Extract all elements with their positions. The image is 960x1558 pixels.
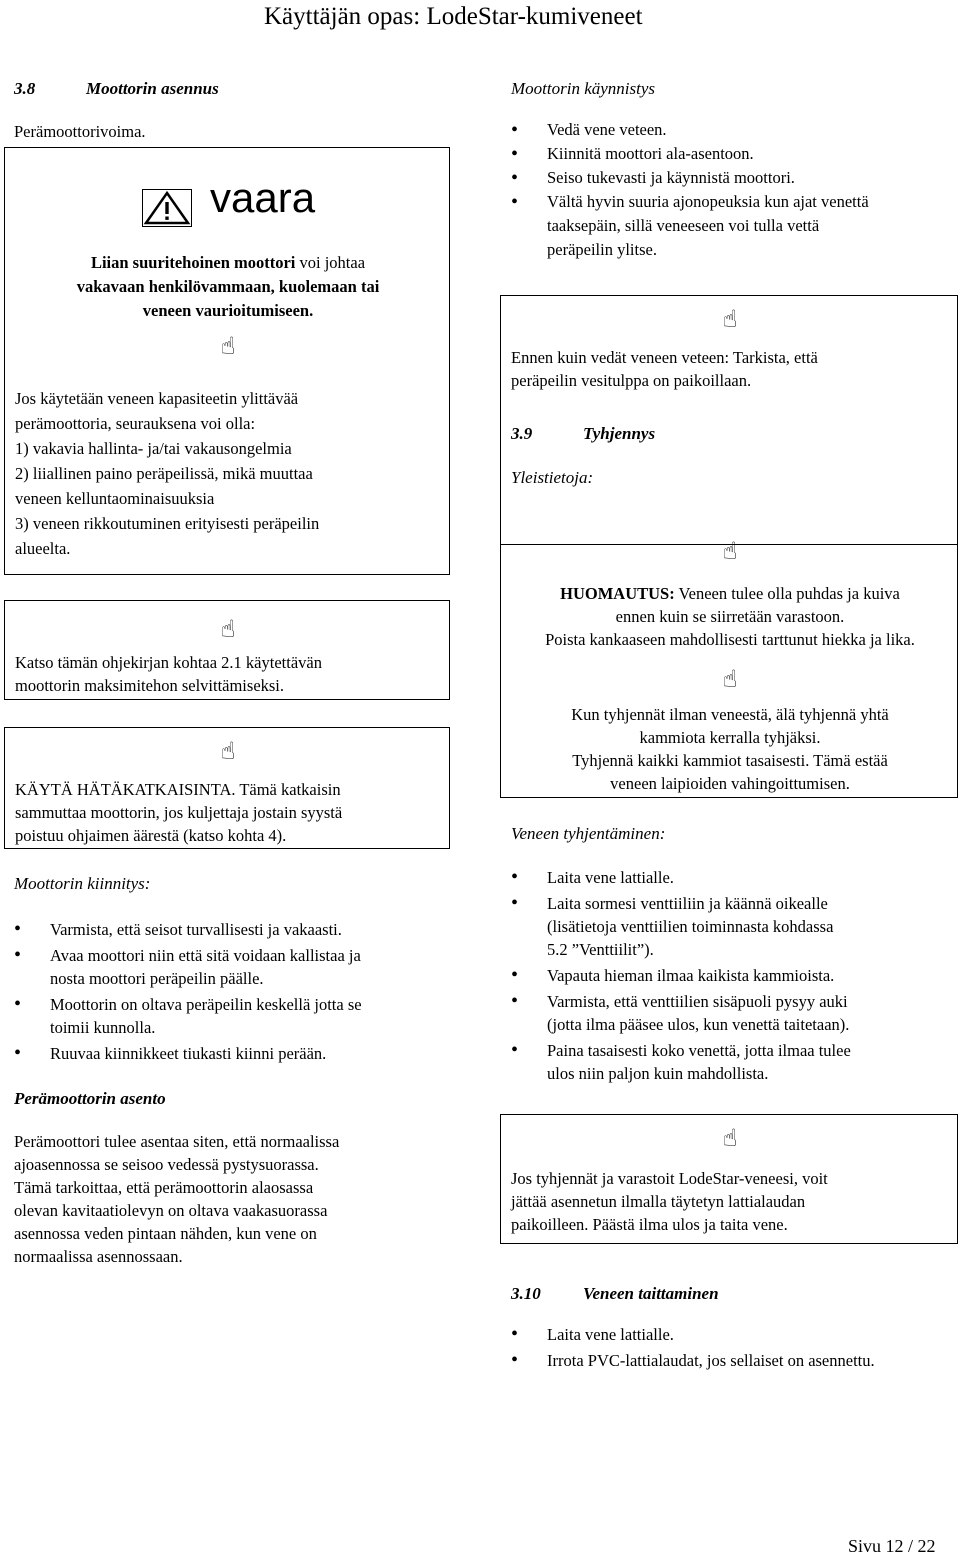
general-info-label: Yleistietoja: [511,468,594,487]
note-text: KÄYTÄ HÄTÄKATKAISINTA. Tämä katkaisin sammuttaa moottorin, jos kuljettaja jostain syystä poistuu ohjaimen äärestä (katso kohta 4). [15,780,343,845]
position-heading: Perämoottorin asento [14,1089,166,1108]
empty-heading: Veneen tyhjentäminen: [511,824,666,843]
storage-note-text: HUOMAUTUS: Veneen tulee olla puhdas ja kuiva ennen kuin se siirretään varastoon. Poista kankaaseen mahdollisesti tarttunut hiekka ja lika. [545,584,915,649]
section-heading-3-10: 3.10 Veneen taittaminen [511,1284,719,1303]
position-paragraph: Perämoottori tulee asentaa siten, että normaalissa ajoasennossa se seisoo vedessä pystysuorassa. Tämä tarkoittaa, että perämoottorin alaosassa olevan kavitaatiolevyn on oltava vaakasuorassa asennossa veden pintaan nähden, kun vene on normaalissa asennossaan. [14,1132,340,1266]
list-item: • Vedä vene veteen. [511,118,951,142]
fold-list [511,1323,959,1375]
pointing-hand-icon: ☝ [722,537,738,565]
note-box-storage [500,530,958,798]
note-box-floorboard [500,1114,958,1244]
warning-title-row [142,175,442,227]
pointing-hand-icon: ☝ [220,332,236,360]
list-item: • Laita vene lattialle. [511,866,956,889]
note-box-max-power [4,600,450,700]
pointing-hand-icon: ☝ [220,737,236,765]
warning-title: vaara [210,174,316,221]
list-item: • Moottorin on oltava peräpeilin keskellä jotta se toimii kunnolla. [14,993,454,1039]
pointing-hand-icon: ☝ [722,1124,738,1152]
warning-details: Jos käytetään veneen kapasiteetin ylittävää perämoottoria, seurauksena voi olla: 1) vakavia hallinta- ja/tai vakausongelmia 2) liiallinen paino peräpeilissä, mikä muuttaa veneen kelluntaominaisuuksia 3) veneen rikkoutuminen erityisesti peräpeilin alueelta. [15,389,320,558]
list-item: • Varmista, että venttiilien sisäpuoli pysyy auki (jotta ilma pääsee ulos, kun venettä taitetaan). [511,990,956,1036]
start-heading: Moottorin käynnistys [511,79,656,98]
pointing-hand-icon: ☝ [722,305,738,333]
list-item: • Irrota PVC-lattialaudat, jos sellaiset on asennettu. [511,1349,959,1372]
mount-list [14,918,454,1068]
note-text: Ennen kuin vedät veneen veteen: Tarkista, että peräpeilin vesitulppa on paikoillaan. [511,348,818,390]
list-item: • Varmista, että seisot turvallisesti ja vakaasti. [14,918,454,941]
warning-box [4,147,450,575]
page-number: Sivu 12 / 22 [848,1536,936,1556]
note-box-kill-switch [4,727,450,849]
note-box-drain-plug [500,295,958,545]
list-item: • Paina tasaisesti koko venettä, jotta ilmaa tulee ulos niin paljon kuin mahdollista. [511,1039,956,1085]
document-title: Käyttäjän opas: LodeStar-kumiveneet [264,3,643,30]
mount-heading: Moottorin kiinnitys: [14,874,151,893]
list-item: • Seiso tukevasti ja käynnistä moottori. [511,166,951,190]
list-item: • Laita vene lattialle. [511,1323,959,1346]
start-list [511,118,951,262]
list-item: • Ruuvaa kiinnikkeet tiukasti kiinni perään. [14,1042,454,1065]
deflate-note-text: Kun tyhjennät ilman veneestä, älä tyhjennä yhtä kammiota kerralla tyhjäksi. Tyhjennä kaikki kammiot tasaisesti. Tämä estää veneen laipioiden vahingoittumisen. [571,705,889,793]
list-item: • Vapauta hieman ilmaa kaikista kammioista. [511,964,956,987]
list-item: • Vältä hyvin suuria ajonopeuksia kun ajat venettä taaksepäin, sillä veneeseen voi tulla vettä peräpeilin ylitse. [511,190,951,262]
intro-text: Perämoottorivoima. [14,122,146,141]
warning-triangle-icon [142,189,192,227]
empty-list [511,866,956,1088]
section-heading-3-9: 3.9 Tyhjennys [511,424,656,443]
list-item: • Kiinnitä moottori ala-asentoon. [511,142,951,166]
note-text: Katso tämän ohjekirjan kohtaa 2.1 käytettävän moottorin maksimitehon selvittämiseksi. [15,653,322,695]
list-item: • Avaa moottori niin että sitä voidaan kallistaa ja nosta moottori peräpeilin päälle. [14,944,454,990]
pointing-hand-icon: ☝ [722,665,738,693]
warning-message: Liian suuritehoinen moottori voi johtaa vakavaan henkilövammaan, kuolemaan tai veneen vaurioitumiseen. [76,253,380,320]
note-text: Jos tyhjennät ja varastoit LodeStar-veneesi, voit jättää asennetun ilmalla täytetyn lattialaudan paikoilleen. Päästä ilma ulos ja taita vene. [511,1169,828,1234]
section-heading-3-8: 3.8 Moottorin asennus [14,79,219,98]
pointing-hand-icon: ☝ [220,615,236,643]
list-item: • Laita sormesi venttiiliin ja käännä oikealle (lisätietoja venttiilien toiminnasta kohdassa 5.2 ”Venttiilit”). [511,892,956,961]
